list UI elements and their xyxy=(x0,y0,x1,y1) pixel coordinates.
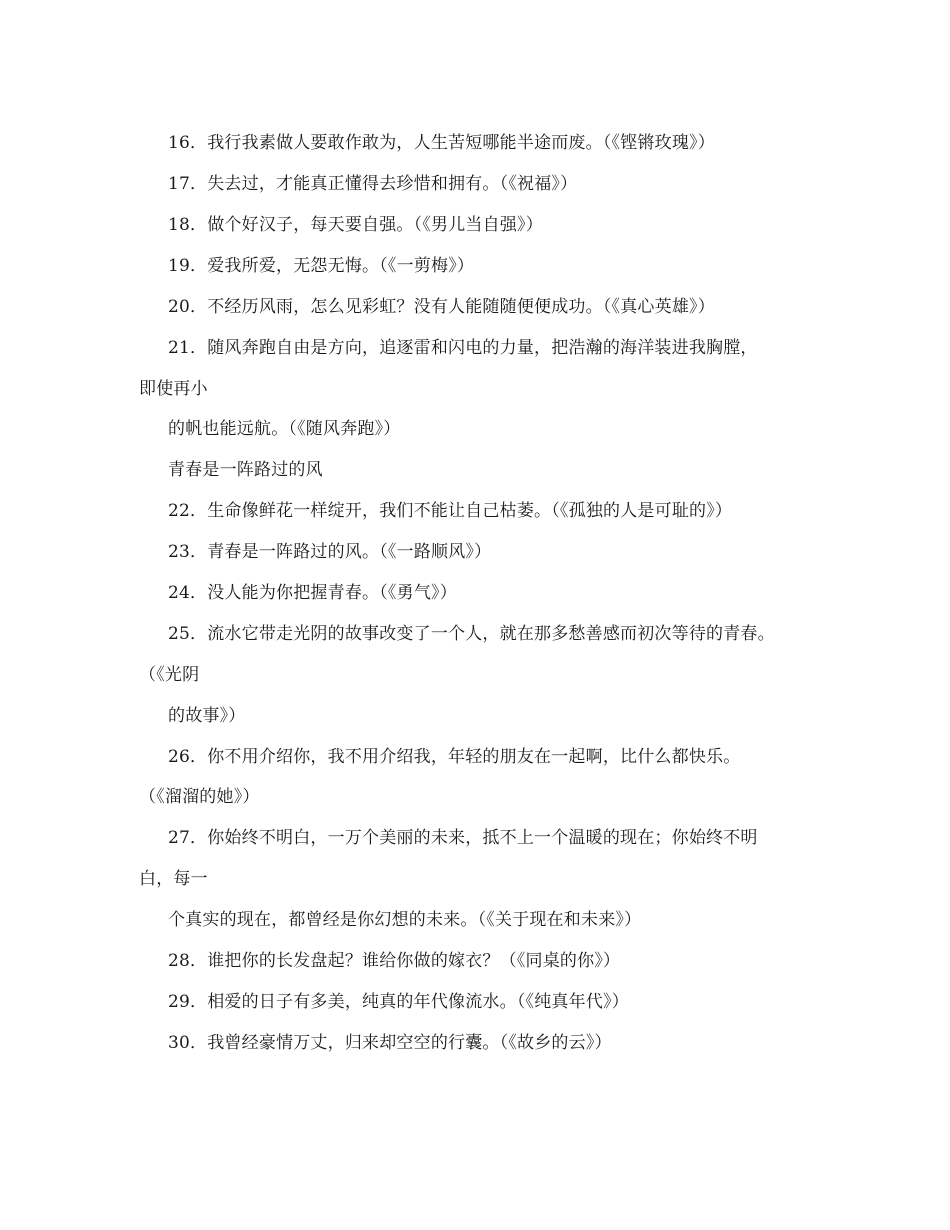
quote-20: 20．不经历风雨，怎么见彩虹？没有人能随随便便成功。（《真心英雄》） xyxy=(168,297,715,317)
quote-27: 27．你始终不明白，一万个美丽的未来，抵不上一个温暖的现在；你始终不明 xyxy=(168,828,758,848)
quote-27-wrap: 白，每一 xyxy=(139,869,208,889)
quote-25: 25．流水它带走光阴的故事改变了一个人，就在那多愁善感而初次等待的青春。 xyxy=(168,624,775,644)
quote-19: 19．爱我所爱，无怨无悔。（《一剪梅》） xyxy=(168,256,475,276)
section-heading: 青春是一阵路过的风 xyxy=(168,460,323,480)
quote-30: 30．我曾经豪情万丈，归来却空空的行囊。（《故乡的云》） xyxy=(168,1033,612,1053)
quote-24: 24．没人能为你把握青春。（《勇气》） xyxy=(168,583,457,603)
quote-25-continuation: 的故事》） xyxy=(168,706,246,726)
quote-18: 18．做个好汉子，每天要自强。（《男儿当自强》） xyxy=(168,215,543,235)
quote-21-continuation: 的帆也能远航。（《随风奔跑》） xyxy=(168,419,401,439)
quote-29: 29．相爱的日子有多美，纯真的年代像流水。（《纯真年代》） xyxy=(168,992,629,1012)
quote-21: 21．随风奔跑自由是方向，追逐雷和闪电的力量，把浩瀚的海洋装进我胸膛， xyxy=(168,338,758,358)
quote-17: 17．失去过，才能真正懂得去珍惜和拥有。（《祝福》） xyxy=(168,174,578,194)
quote-26: 26．你不用介绍你，我不用介绍我，年轻的朋友在一起啊，比什么都快乐。 xyxy=(168,747,741,767)
quote-27-continuation: 个真实的现在，都曾经是你幻想的未来。（《关于现在和未来》） xyxy=(168,910,642,930)
quote-28: 28．谁把你的长发盘起？谁给你做的嫁衣？（《同桌的你》） xyxy=(168,951,621,971)
quote-25-wrap: （《光阴 xyxy=(139,665,200,685)
quote-22: 22．生命像鲜花一样绽开，我们不能让自己枯萎。（《孤独的人是可耻的》） xyxy=(168,501,733,521)
quote-16: 16．我行我素做人要敢作敢为，人生苦短哪能半途而废。（《铿锵玫瑰》） xyxy=(168,133,715,153)
quote-21-wrap: 即使再小 xyxy=(139,379,208,399)
quote-26-wrap: （《溜溜的她》） xyxy=(139,787,260,807)
quote-23: 23．青春是一阵路过的风。（《一路顺风》） xyxy=(168,542,492,562)
